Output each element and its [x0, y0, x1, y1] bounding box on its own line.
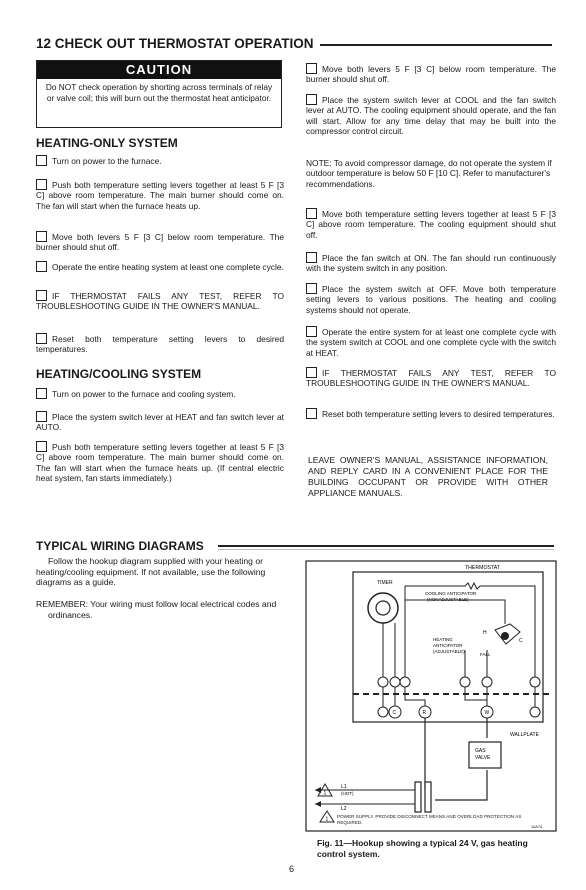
wiring-rule [218, 545, 554, 547]
wiring-intro: Follow the hookup diagram supplied with your heating or heating/cooling equipment. If not available, use the following diagrams as a guide. [36, 556, 266, 588]
heating-anticipator-label-1: HEATING [433, 637, 453, 642]
cooling-anticipator-label-1: COOLING ANTICIPATOR [425, 591, 477, 596]
caution-box [36, 60, 282, 128]
heating-cooling-title: HEATING/COOLING SYSTEM [36, 367, 202, 381]
checkbox[interactable] [36, 231, 47, 242]
list-item: Move both levers 5 F [3 C] below room temperature. The burner should shut off. [306, 64, 556, 85]
list-item: Place the system switch lever at COOL and the fan switch lever at AUTO. The cooling equipment should operate, and the fan will start. Allow for any time delay that may be built into the compressor control circuit. [306, 95, 556, 136]
wiring-title: TYPICAL WIRING DIAGRAMS [36, 539, 204, 553]
list-item: IF THERMOSTAT FAILS ANY TEST, REFER TO TROUBLESHOOTING GUIDE IN THE OWNER'S MANUAL. [306, 368, 556, 389]
fall-label: FALL [480, 652, 491, 657]
figure-caption: Fig. 11—Hookup showing a typical 24 V, gas heating control system. [317, 838, 528, 859]
page-title: 12 CHECK OUT THERMOSTAT OPERATION [36, 36, 314, 51]
checkbox[interactable] [306, 408, 317, 419]
note-text: NOTE: To avoid compressor damage, do not operate the system if outdoor temperature is below 50 F [10 C]. Refer to manufacturer's recommendations. [306, 158, 552, 189]
checkbox[interactable] [36, 333, 47, 344]
l1-label: L1 [341, 784, 347, 790]
list-item: Push both temperature setting levers together at least 5 F [3 C] above room temperature. The main burner should come on. The fan will start when the furnace heats up. (If central electric heat system, fan starts immediately.) [36, 442, 284, 483]
cooling-anticipator-label-2: (NONADJUSTABLE) [427, 597, 469, 602]
footnote-number: 1 [325, 816, 329, 823]
transformer-coil-left [415, 782, 421, 812]
caution-label: CAUTION [37, 61, 281, 79]
checkbox[interactable] [36, 441, 47, 452]
h-label: H [483, 630, 487, 636]
list-item: Move both levers 5 F [3 C] below room temperature. The burner should shut off. [36, 232, 284, 253]
transformer-coil-right [425, 782, 431, 812]
timer-label: TIMER [377, 580, 393, 586]
footnote-wrap [337, 814, 537, 830]
page-number: 6 [289, 864, 295, 874]
terminal-r-label: R [422, 710, 427, 716]
wiring-rule-thin [218, 549, 554, 550]
leave-manual-text: LEAVE OWNER'S MANUAL, ASSISTANCE INFORMATION, AND REPLY CARD IN A CONVENIENT PLACE FOR THE BUILDING OCCUPANT OR PROVIDE WITH OTHER APPLIANCE MANUALS. [308, 455, 548, 498]
checkbox[interactable] [36, 179, 47, 190]
caution-text: Do NOT check operation by shorting across terminals of relay or valve coil; this will burn out the thermostat heat anticipator. [45, 82, 273, 103]
checkbox[interactable] [306, 367, 317, 378]
checkbox[interactable] [36, 261, 47, 272]
gas-valve-label-1: GAS [475, 748, 486, 754]
mercury-bulb [501, 632, 509, 640]
checkbox[interactable] [306, 252, 317, 263]
list-item: IF THERMOSTAT FAILS ANY TEST, REFER TO TROUBLESHOOTING GUIDE IN THE OWNER'S MANUAL. [36, 291, 284, 312]
figure-code: 11A74 [531, 824, 543, 829]
l2-label: L2 [341, 806, 347, 812]
thermostat-label: THERMOSTAT [465, 565, 500, 571]
heating-anticipator-label-2: ANTICIPATOR [433, 643, 463, 648]
list-item: Place the system switch at OFF. Move both temperature setting levers to various positions. The heating and cooling systems should not operate. [306, 284, 556, 315]
list-item: Turn on power to the furnace. [36, 155, 284, 166]
list-item: Operate the entire heating system at least one complete cycle. [36, 261, 284, 272]
gas-valve-label-2: VALVE [475, 755, 491, 761]
checkbox[interactable] [306, 208, 317, 219]
heating-anticipator-label-3: (ADJUSTABLE) [433, 649, 465, 654]
wallplate-label: WALLPLATE [510, 732, 539, 738]
checkbox[interactable] [306, 326, 317, 337]
hot-label: (HOT) [341, 791, 354, 796]
list-item: Place the system switch lever at HEAT and fan switch lever at AUTO. [36, 412, 284, 433]
checkbox[interactable] [306, 94, 317, 105]
list-item: Move both temperature setting levers together at least 5 F [3 C] above room temperature. The cooling equipment should shut off. [306, 209, 556, 240]
list-item: Reset both temperature setting levers to desired temperatures. [306, 408, 556, 419]
footnote-text: POWER SUPPLY. PROVIDE DISCONNECT MEANS AND OVERLOAD PROTECTION AS REQUIRED. [337, 814, 522, 825]
checkbox[interactable] [306, 283, 317, 294]
checkbox[interactable] [36, 411, 47, 422]
terminal-c-label: C [392, 710, 397, 716]
checkbox[interactable] [36, 290, 47, 301]
list-item: Place the fan switch at ON. The fan should run continuously with the system switch in any position. [306, 253, 556, 274]
c-label: C [519, 638, 523, 644]
checkbox[interactable] [36, 388, 47, 399]
checkbox[interactable] [306, 63, 317, 74]
terminal-w-label: W [484, 710, 490, 716]
list-item: Operate the entire system for at least one complete cycle with the system switch at COOL and one complete cycle with the switch at HEAT. [306, 327, 556, 358]
checkbox[interactable] [36, 155, 47, 166]
warning-number: 1 [323, 790, 327, 797]
wiring-diagram [305, 560, 557, 832]
list-item: Reset both temperature setting levers to desired temperatures. [36, 334, 284, 355]
wiring-remember: REMEMBER: Your wiring must follow local electrical codes and ordinances. [36, 599, 277, 620]
heating-only-title: HEATING-ONLY SYSTEM [36, 136, 178, 150]
title-rule [320, 44, 552, 46]
list-item: Push both temperature setting levers together at least 5 F [3 C] above room temperature. The main burner should come on. The fan will start when the furnace heats up. [36, 180, 284, 211]
list-item: Turn on power to the furnace and cooling system. [36, 388, 284, 399]
